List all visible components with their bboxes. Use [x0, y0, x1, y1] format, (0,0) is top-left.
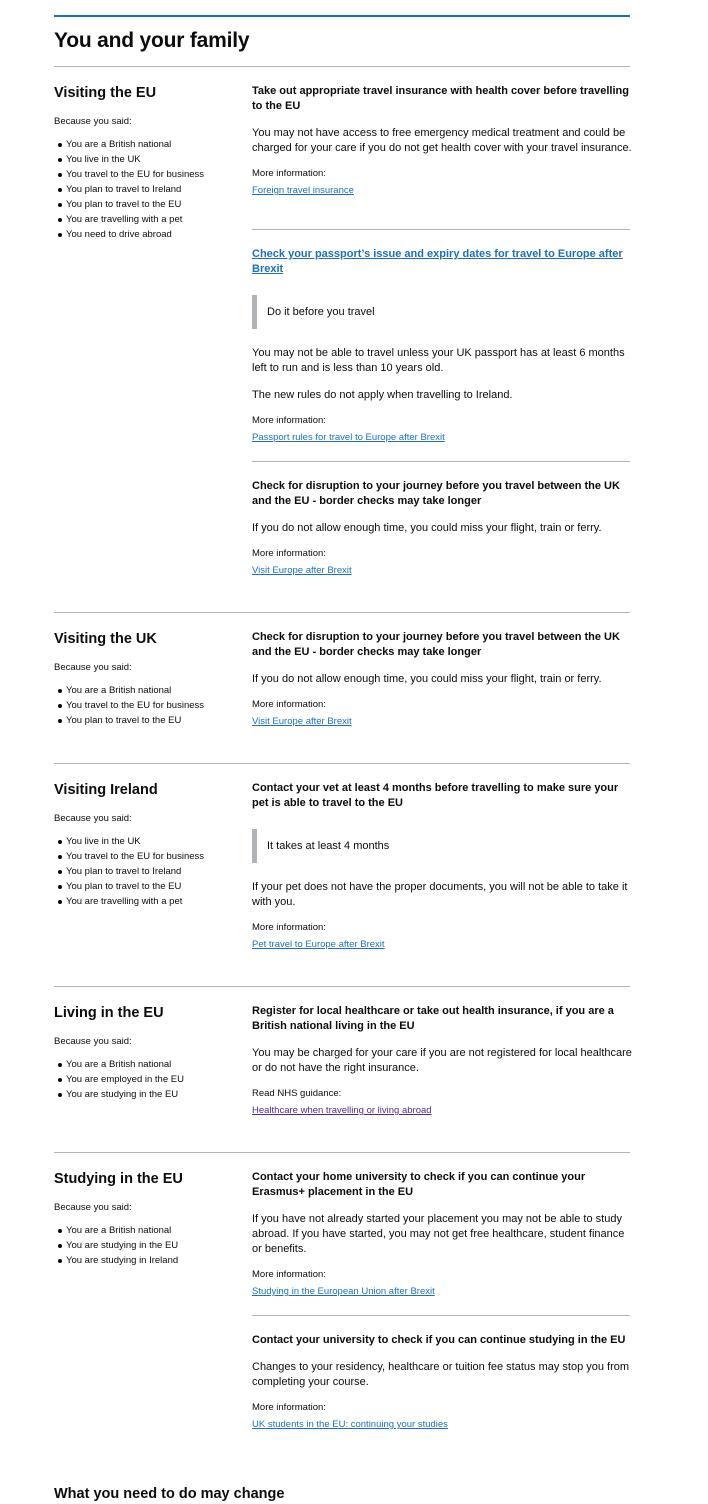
visit-europe-link[interactable]: Visit Europe after Brexit — [252, 716, 352, 727]
because-label: Because you said: — [54, 1202, 132, 1213]
more-info-label: More information: — [252, 1402, 326, 1413]
inset-notice: Do it before you travel — [252, 295, 632, 329]
visit-europe-link[interactable]: Visit Europe after Brexit — [252, 565, 352, 576]
action-body: You may be charged for your care if you are not registered for local healthcare or do not have the right insurance. — [252, 1047, 632, 1074]
action-body: If you have not already started your placement you may not be able to study abroad. If you have started, you may not get free healthcare, student finance or benefits. — [252, 1213, 625, 1255]
reason-item: You are studying in the EU — [54, 1239, 178, 1254]
inset-notice: It takes at least 4 months — [252, 829, 632, 863]
reason-item: You are studying in the EU — [54, 1088, 184, 1103]
reason-item: You are travelling with a pet — [54, 895, 204, 910]
action-travel-insurance — [252, 84, 632, 198]
action-body: If your pet does not have the proper documents, you will not be able to take it with you. — [252, 881, 628, 908]
passport-rules-link[interactable]: Passport rules for travel to Europe after Brexit — [252, 432, 445, 443]
more-info-label: More information: — [252, 415, 326, 426]
section-divider — [54, 763, 630, 764]
because-label: Because you said: — [54, 1036, 132, 1047]
action-divider — [252, 229, 630, 230]
action-title: Register for local healthcare or take out health insurance, if you are a British national living in the EU — [252, 1005, 614, 1032]
reason-item: You plan to travel to the EU — [54, 880, 204, 895]
uk-students-eu-link[interactable]: UK students in the EU: continuing your studies — [252, 1419, 448, 1430]
action-body: You may not have access to free emergency medical treatment and could be charged for your care if you do not get health cover with your travel insurance. — [252, 127, 632, 154]
more-info-label: More information: — [252, 699, 326, 710]
reason-item: You are employed in the EU — [54, 1073, 184, 1088]
nhs-guidance-label: Read NHS guidance: — [252, 1088, 342, 1099]
action-title: Check for disruption to your journey before you travel between the UK and the EU - border checks may take longer — [252, 631, 620, 658]
section-title-visiting-ireland: Visiting Ireland — [54, 782, 158, 798]
section-divider — [54, 986, 630, 987]
reason-item: You travel to the EU for business — [54, 699, 204, 714]
more-info-label: More information: — [252, 922, 326, 933]
action-body: If you do not allow enough time, you could miss your flight, train or ferry. — [252, 673, 602, 685]
reason-item: You plan to travel to Ireland — [54, 865, 204, 880]
reason-item: You are a British national — [54, 138, 204, 153]
reason-list-visiting-uk — [54, 684, 204, 729]
studying-eu-link[interactable]: Studying in the European Union after Brexit — [252, 1286, 435, 1297]
foreign-travel-insurance-link[interactable]: Foreign travel insurance — [252, 185, 354, 196]
more-info-label: More information: — [252, 168, 326, 179]
section-divider — [54, 1152, 630, 1153]
action-passport-check — [252, 247, 632, 445]
action-continue-studying — [252, 1333, 632, 1432]
section-title-visiting-uk: Visiting the UK — [54, 631, 157, 647]
reason-item: You live in the UK — [54, 153, 204, 168]
reason-item: You are a British national — [54, 684, 204, 699]
section-title-living-eu: Living in the EU — [54, 1005, 164, 1021]
reason-item: You need to drive abroad — [54, 228, 204, 243]
section-title-visiting-eu: Visiting the EU — [54, 85, 157, 101]
reason-list-studying-eu — [54, 1224, 178, 1269]
reason-item: You are a British national — [54, 1058, 184, 1073]
because-label: Because you said: — [54, 662, 132, 673]
next-section-heading: What you need to do may change — [54, 1486, 285, 1502]
action-local-healthcare — [252, 1004, 632, 1118]
action-body-note: The new rules do not apply when travelling to Ireland. — [252, 389, 513, 401]
action-pet-vet — [252, 781, 632, 952]
reason-list-visiting-ireland — [54, 835, 204, 910]
passport-dates-link[interactable]: Check your passport’s issue and expiry dates for travel to Europe after Brexit — [252, 248, 623, 275]
reason-item: You plan to travel to the EU — [54, 198, 204, 213]
reason-item: You plan to travel to the EU — [54, 714, 204, 729]
action-border-disruption-uk — [252, 630, 632, 729]
section-title-studying-eu: Studying in the EU — [54, 1171, 183, 1187]
action-body: If you do not allow enough time, you could miss your flight, train or ferry. — [252, 522, 602, 534]
reason-item: You travel to the EU for business — [54, 850, 204, 865]
action-title: Contact your home university to check if you can continue your Erasmus+ placement in the EU — [252, 1171, 586, 1198]
reason-item: You plan to travel to Ireland — [54, 183, 204, 198]
reason-item: You are studying in Ireland — [54, 1254, 178, 1269]
more-info-label: More information: — [252, 548, 326, 559]
reason-item: You live in the UK — [54, 835, 204, 850]
because-label: Because you said: — [54, 116, 132, 127]
action-body: Changes to your residency, healthcare or tuition fee status may stop you from completing your course. — [252, 1361, 630, 1388]
reason-item: You travel to the EU for business — [54, 168, 204, 183]
action-body: You may not be able to travel unless your UK passport has at least 6 months left to run and is less than 10 years old. — [252, 347, 625, 374]
action-title: Take out appropriate travel insurance with health cover before travelling to the EU — [252, 85, 629, 112]
action-erasmus — [252, 1170, 632, 1299]
section-divider — [54, 612, 630, 613]
action-title: Contact your vet at least 4 months before travelling to make sure your pet is able to travel to the EU — [252, 782, 619, 809]
section-divider — [54, 66, 630, 67]
action-divider — [252, 461, 630, 462]
page-title: You and your family — [54, 29, 250, 52]
reason-list-living-eu — [54, 1058, 184, 1103]
reason-item: You are travelling with a pet — [54, 213, 204, 228]
action-border-disruption — [252, 479, 632, 578]
action-title: Check for disruption to your journey before you travel between the UK and the EU - border checks may take longer — [252, 480, 620, 507]
more-info-label: More information: — [252, 1269, 326, 1280]
reason-item: You are a British national — [54, 1224, 178, 1239]
action-title: Contact your university to check if you can continue studying in the EU — [252, 1334, 626, 1346]
because-label: Because you said: — [54, 813, 132, 824]
healthcare-abroad-link[interactable]: Healthcare when travelling or living abroad — [252, 1105, 432, 1116]
page-top-rule — [54, 15, 630, 17]
action-divider — [252, 1315, 630, 1316]
pet-travel-link[interactable]: Pet travel to Europe after Brexit — [252, 939, 385, 950]
reason-list-visiting-eu — [54, 138, 204, 243]
